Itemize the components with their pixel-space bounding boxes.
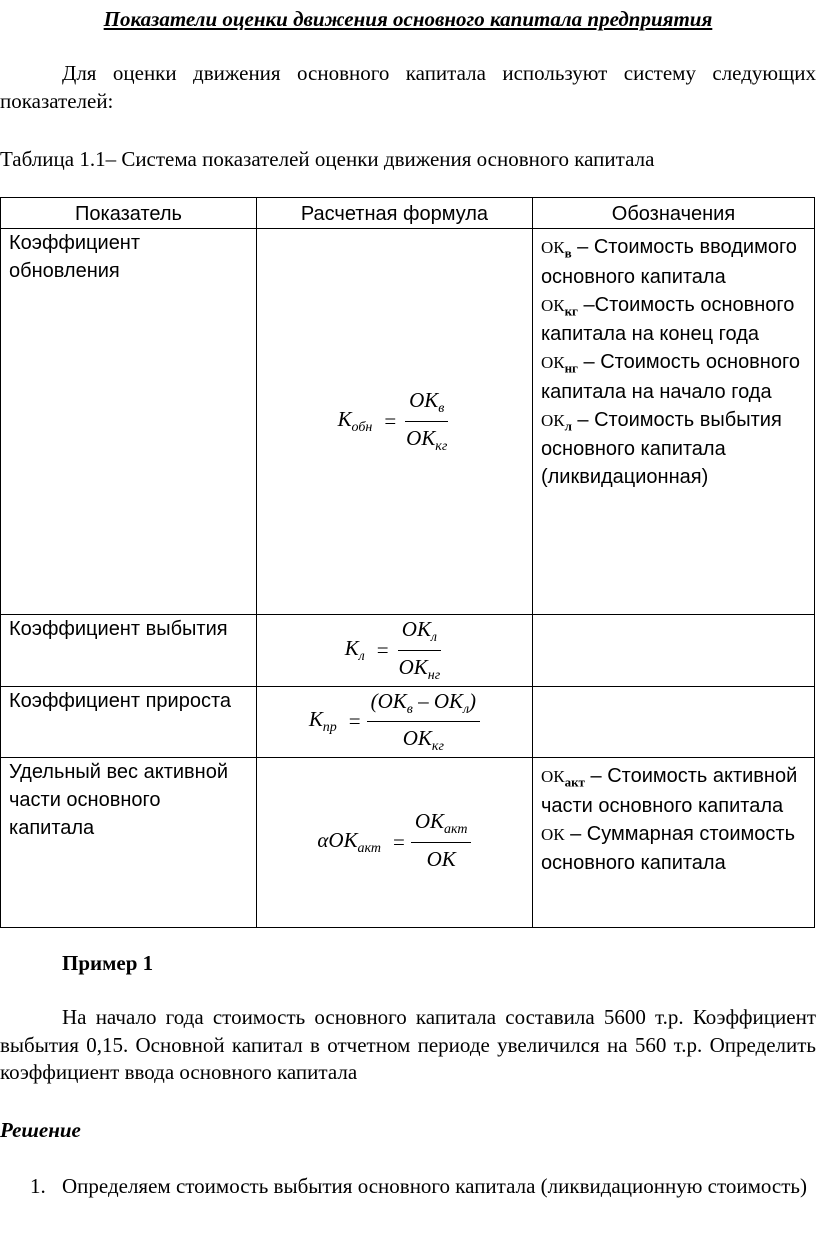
formula-renewal: $К_{обн}$ = $\frac{ОК_в}{ОК_{кг}}$ xyxy=(337,388,448,455)
indicator-cell: Коэффициент обновления xyxy=(1,229,257,615)
formula-active-share: αОК$_{акт}$ = $\frac{ОК_{акт}}{ОК}$ xyxy=(317,807,471,878)
intro-paragraph: Для оценки движения основного капитала используют систему следующих показателей: xyxy=(0,61,816,113)
formula-disposal: $К_л$ = $\frac{ОК_л}{ОК_{нг}}$ xyxy=(344,617,441,683)
legend-entry: $ОК_л$ – Стоимость выбытия основного капитала (ликвидационная) xyxy=(540,408,782,489)
legend-entry: $ОК_{нг}$ – Стоимость основного капитала на начало года xyxy=(540,351,800,403)
indicator-cell: Удельный вес активной части основного капитала xyxy=(1,758,257,928)
indicator-cell: Коэффициент прироста xyxy=(1,686,257,758)
header-indicator: Показатель xyxy=(1,198,257,229)
legend-entry: $ОК_в$ – Стоимость вводимого основного капитала xyxy=(540,236,797,288)
header-formula: Расчетная формула xyxy=(256,198,532,229)
formula-growth: $К_{пр}$ = $\frac{(ОК_в - ОК_л)}{ОК_{кг}}$ xyxy=(309,687,480,758)
legend-entry: ОК – Суммарная стоимость основного капитала xyxy=(540,822,796,875)
indicator-cell: Коэффициент выбытия xyxy=(1,615,257,687)
legend-cell xyxy=(532,686,814,758)
table-row xyxy=(1,758,815,928)
formula-cell xyxy=(256,686,532,758)
table-row xyxy=(1,686,815,758)
legend-entry: $ОК_{кг}$ –Стоимость основного капитала на конец года xyxy=(540,293,795,346)
step-text: Определяем стоимость выбытия основного капитала (ликвидационную стоимость) xyxy=(62,1174,807,1198)
legend-entry: $ОК_{акт}$ – Стоимость активной части основного капитала xyxy=(540,765,798,817)
formula-cell xyxy=(256,229,532,615)
formula-cell xyxy=(256,758,532,928)
legend-cell xyxy=(532,229,814,615)
table-caption: Таблица 1.1– Система показателей оценки движения основного капитала xyxy=(0,147,655,171)
example-paragraph: На начало года стоимость основного капитала составила 5600 т.р. Коэффициент выбытия 0,15. Основной капитал в отчетном периоде увеличился на 560 т.р. Определить коэффициент ввода основного капитала xyxy=(0,1005,816,1085)
indicators-table xyxy=(0,197,815,928)
legend-cell xyxy=(532,615,814,687)
legend-cell xyxy=(532,758,814,928)
table-row xyxy=(1,615,815,687)
document-title: Показатели оценки движения основного капитала предприятия xyxy=(103,7,713,31)
table-row xyxy=(1,229,815,615)
step-number: 1. xyxy=(30,1174,46,1198)
formula-cell xyxy=(256,615,532,687)
table-header-row xyxy=(1,198,815,229)
solution-heading: Решение xyxy=(0,1118,81,1142)
example-heading: Пример 1 xyxy=(62,951,154,975)
header-legend: Обозначения xyxy=(532,198,814,229)
